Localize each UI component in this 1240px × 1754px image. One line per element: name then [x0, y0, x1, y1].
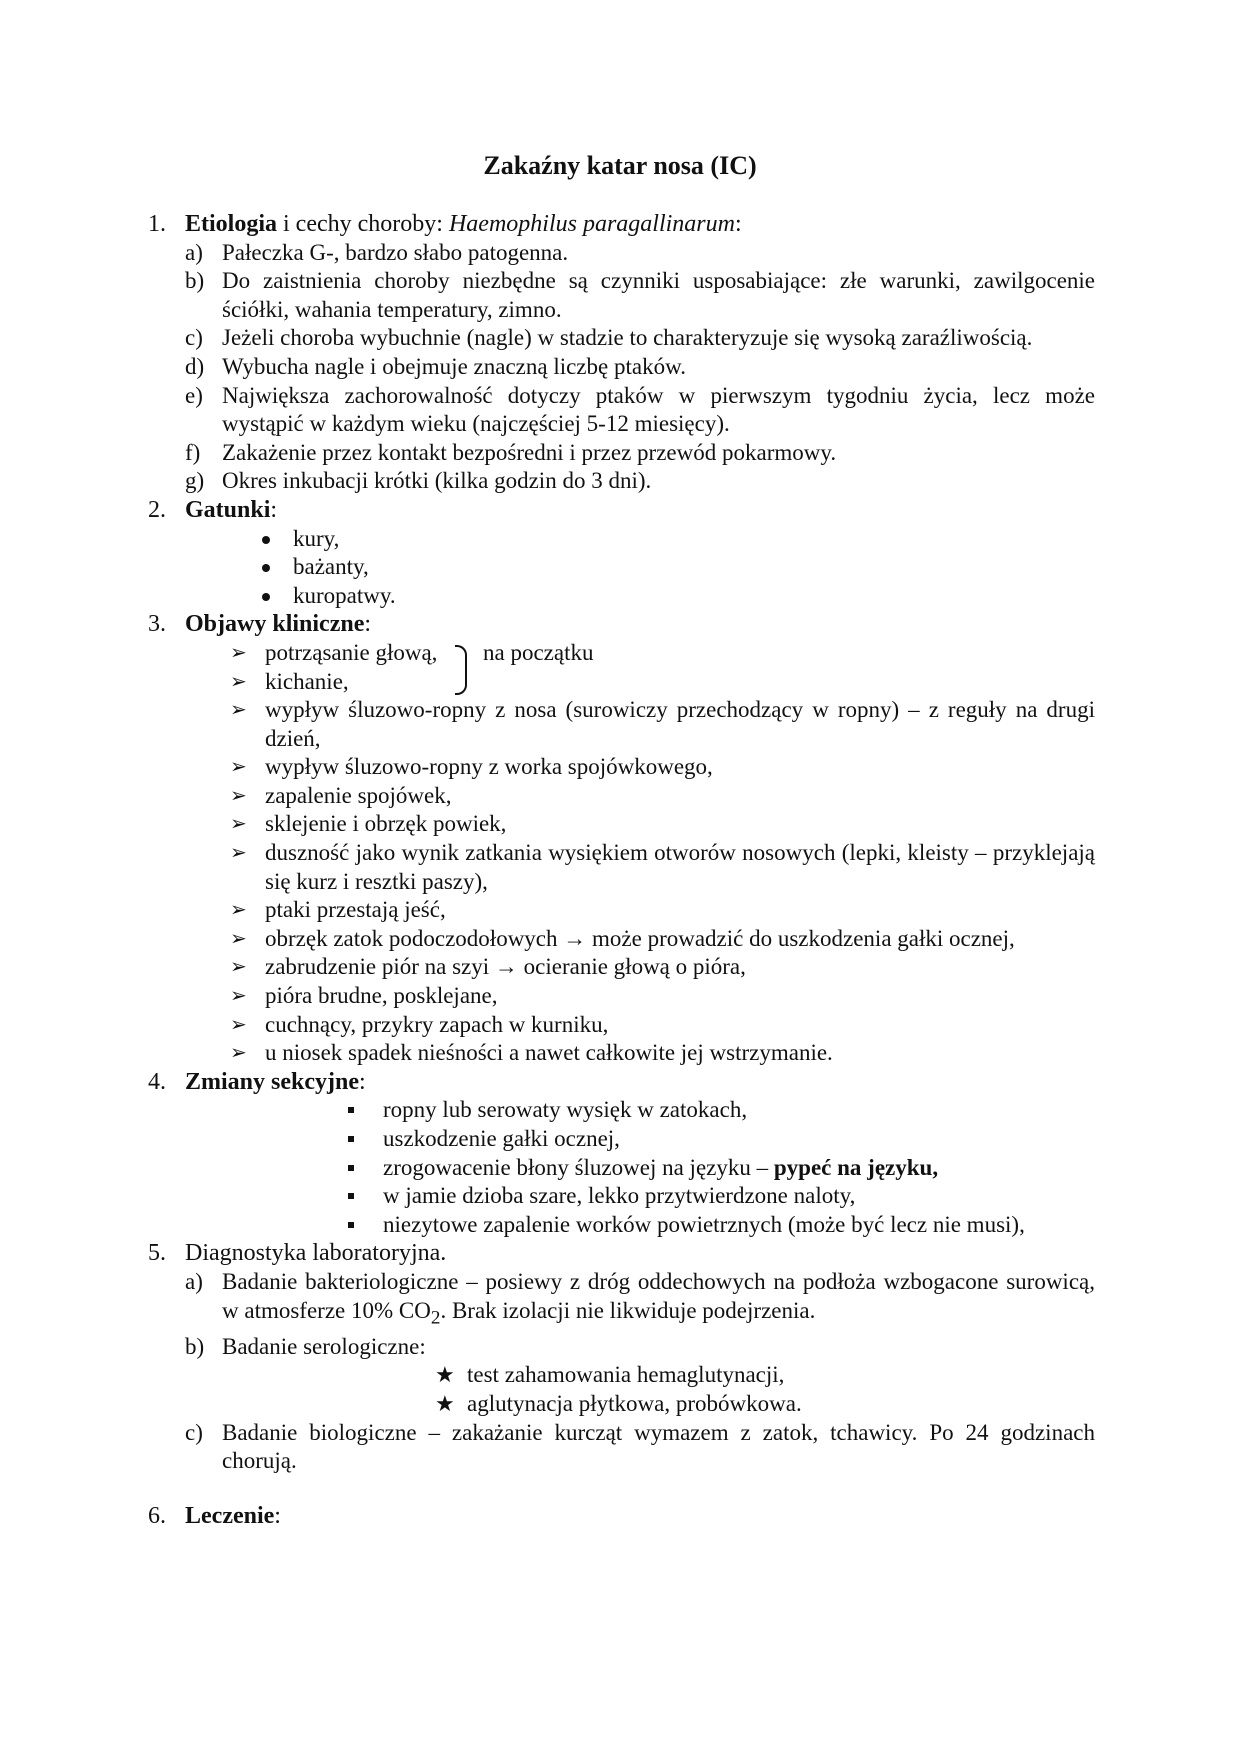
arrowhead-bullet-icon: ➢ — [230, 899, 247, 922]
list-item: ➢ zabrudzenie piór na szyi → ocieranie głową o pióra, — [145, 953, 1095, 982]
arrowhead-bullet-icon: ➢ — [230, 985, 247, 1008]
section-treatment — [145, 1502, 1095, 1531]
section-number: 1. — [148, 211, 166, 237]
list-item: ➢ ptaki przestają jeść, — [145, 896, 1095, 925]
list-item: f) Zakażenie przez kontakt bezpośredni i przez przewód pokarmowy. — [185, 439, 837, 465]
bracket-note: na początku — [483, 639, 594, 665]
list-item: c) Badanie biologiczne – zakażanie kurcząt wymazem z zatok, tchawicy. Po 24 godzinach chorują. — [185, 1419, 1095, 1474]
list-item: ➢ kichanie, — [145, 668, 1095, 697]
bullet-icon — [262, 536, 270, 544]
list-item: uszkodzenie gałki ocznej, — [345, 1125, 1095, 1154]
arrowhead-bullet-icon: ➢ — [230, 784, 247, 807]
curly-bracket-icon — [455, 645, 467, 695]
bullet-icon — [262, 564, 270, 572]
square-bullet-icon — [348, 1107, 354, 1113]
document-title: Zakaźny katar nosa (IC) — [483, 151, 757, 180]
section-diagnostics — [145, 1239, 1095, 1475]
list-item: w jamie dzioba szare, lekko przytwierdzone naloty, — [345, 1182, 1095, 1211]
list-item: ➢ wypływ śluzowo-ropny z worka spojówkowego, — [145, 753, 1095, 782]
section-heading: 1. Etiologia i cechy choroby: Haemophilus paragallinarum: — [148, 211, 742, 237]
square-bullet-icon — [348, 1222, 354, 1228]
arrowhead-bullet-icon: ➢ — [230, 756, 247, 779]
serology-list — [145, 1361, 1095, 1418]
section-heading: 6. Leczenie: — [148, 1502, 281, 1529]
section-lesions — [145, 1068, 1095, 1240]
arrowhead-bullet-icon: ➢ — [230, 641, 247, 664]
list-item: ★ aglutynacja płytkowa, probówkowa. — [435, 1390, 1095, 1419]
section-heading: 4. Zmiany sekcyjne: — [148, 1068, 366, 1095]
lesions-list — [145, 1096, 1095, 1239]
list-item: a) Pałeczka G-, bardzo słabo patogenna. — [185, 239, 569, 265]
list-item: ➢ sklejenie i obrzęk powiek, — [145, 810, 1095, 839]
list-item: b) Do zaistnienia choroby niezbędne są czynniki usposabiające: złe warunki, zawilgocenie ściółki, wahania temperatury, zimno. — [185, 268, 1095, 322]
list-item: b) Badanie serologiczne: — [185, 1333, 426, 1359]
arrowhead-bullet-icon: ➢ — [230, 699, 247, 722]
square-bullet-icon — [348, 1165, 354, 1171]
list-item: d) Wybucha nagle i obejmuje znaczną liczbę ptaków. — [185, 353, 686, 379]
star-bullet-icon: ★ — [435, 1390, 455, 1416]
bullet-icon — [262, 593, 270, 601]
list-item: ➢ cuchnący, przykry zapach w kurniku, — [145, 1011, 1095, 1040]
list-item: ropny lub serowaty wysięk w zatokach, — [345, 1096, 1095, 1125]
list-item: ➢ pióra brudne, posklejane, — [145, 982, 1095, 1011]
list-item: ➢ potrząsanie głową, — [145, 639, 1095, 668]
list-item: e) Największa zachorowalność dotyczy ptaków w pierwszym tygodniu życia, lecz może wystąpić w każdym wieku (najczęściej 5-12 miesięcy). — [185, 382, 1095, 437]
section-etiology — [145, 210, 1095, 496]
list-item: ➢ duszność jako wynik zatkania wysiękiem otworów nosowych (lepki, kleisty – przyklejają się kurz i resztki paszy), — [230, 840, 1095, 894]
square-bullet-icon — [348, 1136, 354, 1142]
document-content — [145, 210, 1095, 1530]
arrowhead-bullet-icon: ➢ — [230, 670, 247, 693]
list-item: ➢ u niosek spadek nieśności a nawet całkowite jej wstrzymanie. — [145, 1039, 1095, 1068]
arrowhead-bullet-icon: ➢ — [230, 813, 247, 836]
arrowhead-bullet-icon: ➢ — [230, 1042, 247, 1065]
square-bullet-icon — [348, 1193, 354, 1199]
list-item: kuropatwy. — [260, 582, 1095, 611]
list-item: ➢ wypływ śluzowo-ropny z nosa (surowiczy przechodzący w ropny) – z reguły na drugi dzień, — [230, 697, 1095, 751]
list-item: bażanty, — [260, 553, 1095, 582]
star-bullet-icon: ★ — [435, 1362, 455, 1388]
bracketed-group — [145, 639, 1095, 696]
arrowhead-bullet-icon: ➢ — [230, 956, 247, 979]
section-symptoms — [145, 610, 1095, 1068]
list-item: niezytowe zapalenie worków powietrznych (może być lecz nie musi), — [345, 1211, 1095, 1240]
arrowhead-bullet-icon: ➢ — [230, 1013, 247, 1036]
section-heading: 3. Objawy kliniczne: — [148, 611, 372, 638]
list-item: ★ test zahamowania hemaglutynacji, — [435, 1361, 1095, 1390]
arrowhead-bullet-icon: ➢ — [230, 842, 247, 865]
section-heading: 2. Gatunki: — [148, 496, 278, 523]
list-item: ➢ obrzęk zatok podoczodołowych → może prowadzić do uszkodzenia gałki ocznej, — [145, 925, 1095, 954]
list-item: ➢ zapalenie spojówek, — [145, 782, 1095, 811]
list-item: zrogowacenie błony śluzowej na języku – pypeć na języku, — [345, 1154, 1095, 1183]
arrowhead-bullet-icon: ➢ — [230, 927, 247, 950]
list-item: a) Badanie bakteriologiczne – posiewy z dróg oddechowych na podłoża wzbogacone surowicą, w atmosferze 10% $CO_2$. Brak izolacji nie likwiduje podejrzenia. — [185, 1268, 1095, 1329]
section-species — [145, 496, 1095, 610]
list-item: c) Jeżeli choroba wybuchnie (nagle) w stadzie to charakteryzuje się wysoką zaraźliwością. — [185, 325, 1033, 351]
list-item: g) Okres inkubacji krótki (kilka godzin do 3 dni). — [185, 468, 652, 494]
species-list — [145, 525, 1095, 611]
list-item: kury, — [260, 525, 1095, 554]
section-heading: 5. Diagnostyka laboratoryjna. — [148, 1240, 447, 1267]
